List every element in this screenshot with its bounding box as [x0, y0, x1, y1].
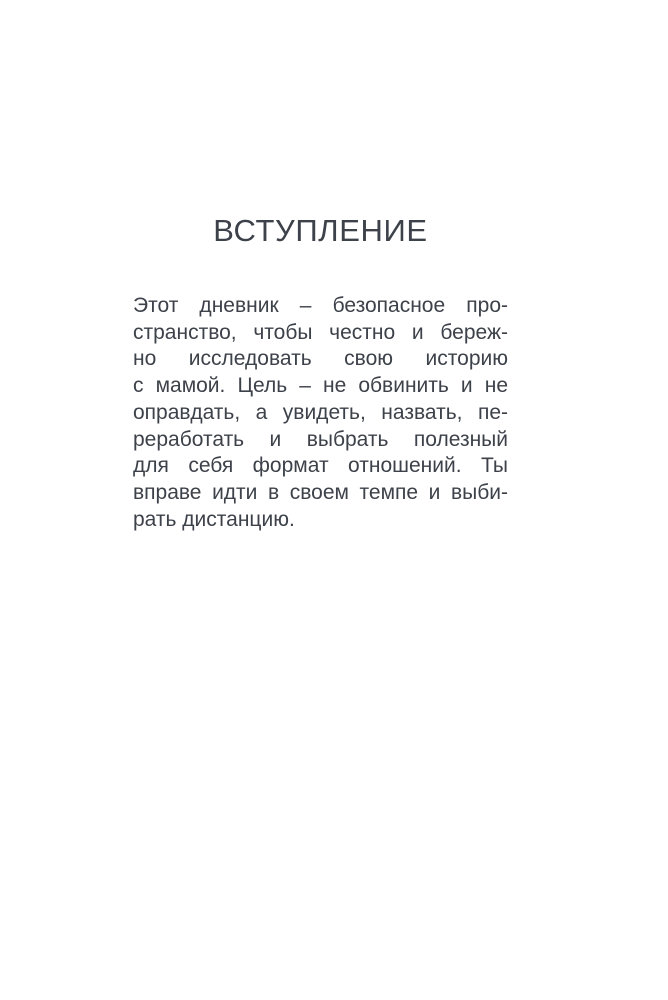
paragraph-line: реработать и выбрать полезный	[133, 427, 508, 451]
paragraph-line: рать дистанцию.	[133, 507, 295, 531]
chapter-heading: ВСТУПЛЕНИЕ	[213, 213, 428, 248]
paragraph-line: Этот дневник – безопасное про-	[133, 294, 508, 317]
intro-paragraph	[133, 293, 508, 533]
paragraph-line: оправдать, а увидеть, назвать, пе-	[133, 400, 508, 424]
paragraph-line: странство, чтобы честно и береж-	[133, 320, 508, 344]
paragraph-line: вправе идти в своем темпе и выби-	[133, 480, 508, 504]
paragraph-line: с мамой. Цель – не обвинить и не	[133, 374, 508, 398]
paragraph-line: но исследовать свою историю	[133, 347, 508, 371]
paragraph-line: для себя формат отношений. Ты	[133, 454, 508, 478]
